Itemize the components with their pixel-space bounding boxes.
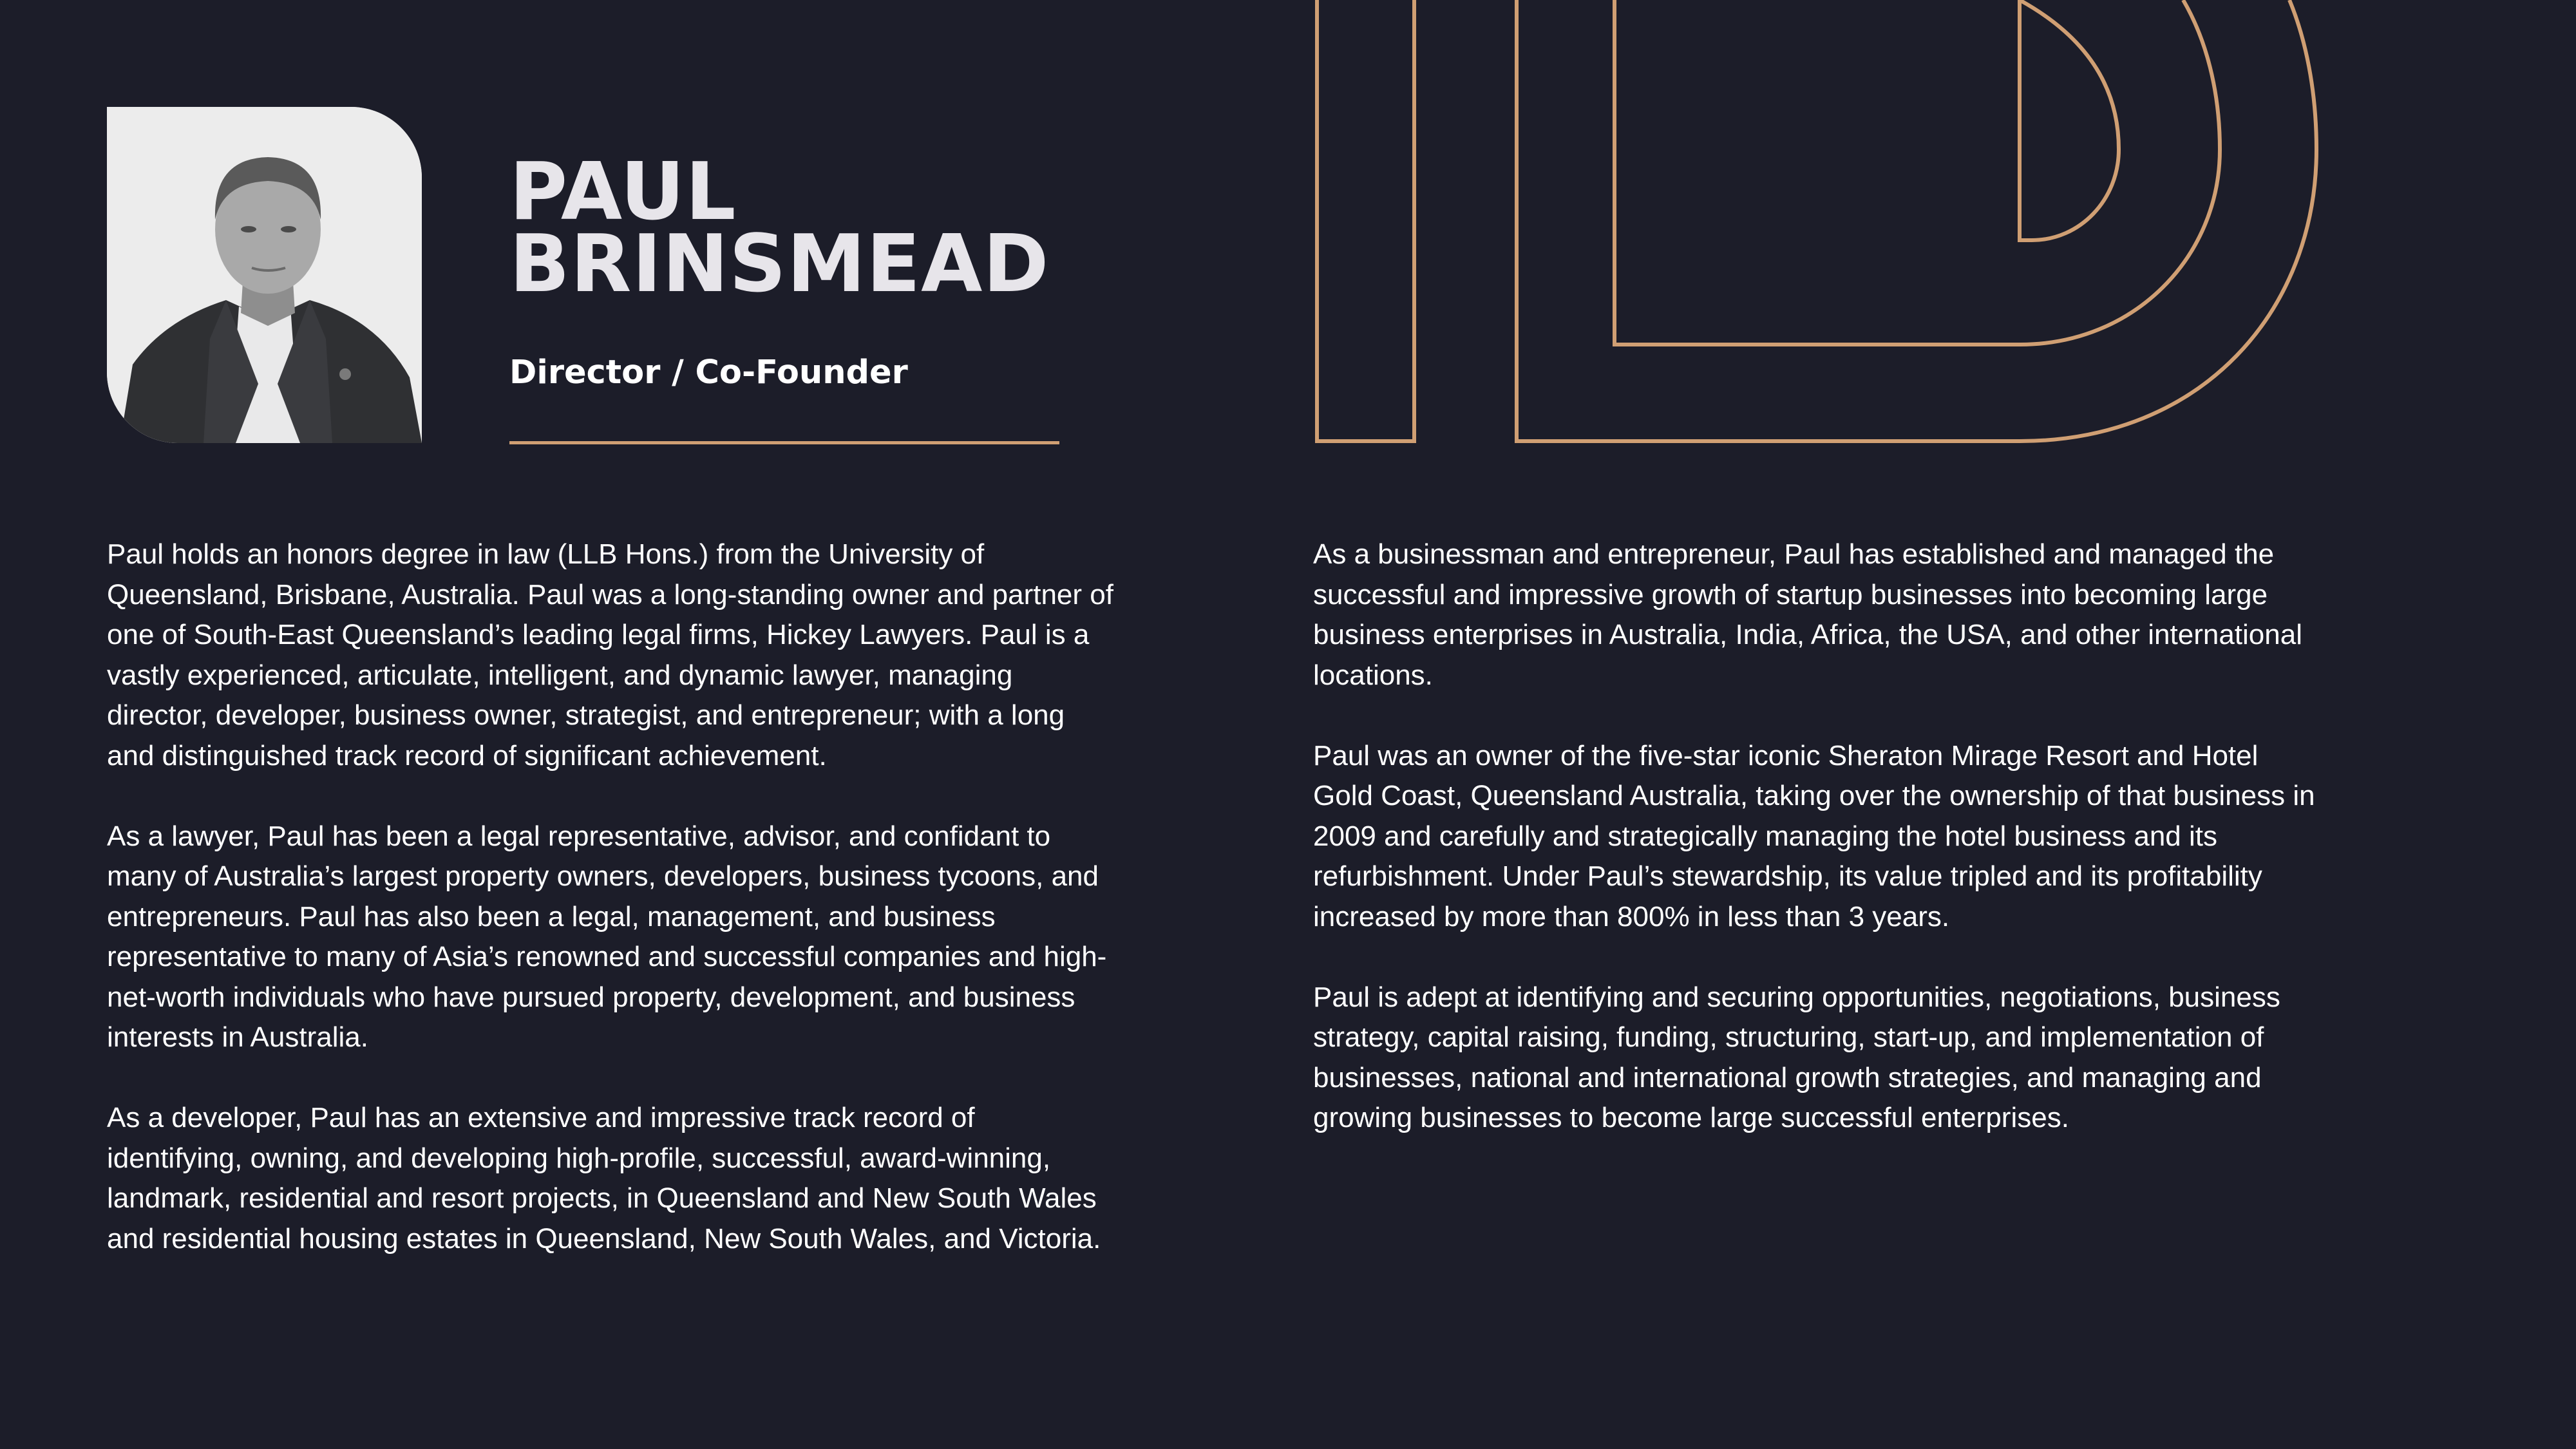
bio-paragraph: As a businessman and entrepreneur, Paul has established and managed the successful and impressive growth of startup businesses into becoming large business enterprises in Australia, India, Africa, the USA, and other international locations. — [1313, 538, 2302, 691]
brand-logo-mark-icon — [1288, 0, 2351, 451]
profile-photo — [107, 107, 422, 443]
profile-name-line2: BRINSMEAD — [509, 218, 1050, 310]
profile-name-line1: PAUL — [509, 146, 737, 238]
bio-paragraph: As a developer, Paul has an extensive and impressive track record of identifying, owning, and developing high-profile, successful, award-winning, landmark, residential and resort projects, in Queensland and New South Wales and residential housing estates in Queensland, New South Wales, and Victoria. — [107, 1102, 1101, 1255]
profile-name — [509, 146, 1050, 310]
bio-paragraph: Paul holds an honors degree in law (LLB Hons.) from the University of Queensland, Brisbane, Australia. Paul was a long-standing owner and partner of one of South-East Queensland’s leading legal firms, Hickey Lawyers. Paul is a vastly experienced, articulate, intelligent, and dynamic lawyer, managing director, developer, business owner, strategist, and entrepreneur; with a long and distinguished track record of significant achievement. — [107, 538, 1113, 772]
bio-paragraph: Paul is adept at identifying and securing opportunities, negotiations, business strategy, capital raising, funding, structuring, start-up, and implementation of businesses, national and international growth strategies, and managing and growing businesses to become large successful enterprises. — [1313, 981, 2280, 1133]
bio-paragraph: As a lawyer, Paul has been a legal representative, advisor, and confidant to many of Australia’s largest property owners, developers, business tycoons, and entrepreneurs. Paul has also been a legal, management, and business representative to many of Asia’s renowned and successful companies and high-net-worth individuals who have pursued property, development, and business interests in Australia. — [107, 820, 1107, 1053]
bio-column-left — [107, 535, 1115, 1300]
profile-title: Director / Co-Founder — [509, 354, 908, 392]
bio-paragraph: Paul was an owner of the five-star iconic Sheraton Mirage Resort and Hotel Gold Coast, Queensland Australia, taking over the ownership of that business in 2009 and carefully and strategically managing the hotel business and its refurbishment. Under Paul’s stewardship, its value tripled and its profitability increased by more than 800% in less than 3 years. — [1313, 739, 2315, 933]
portrait-image — [107, 107, 422, 443]
title-divider — [509, 441, 1059, 444]
bio-column-right — [1313, 535, 2321, 1179]
